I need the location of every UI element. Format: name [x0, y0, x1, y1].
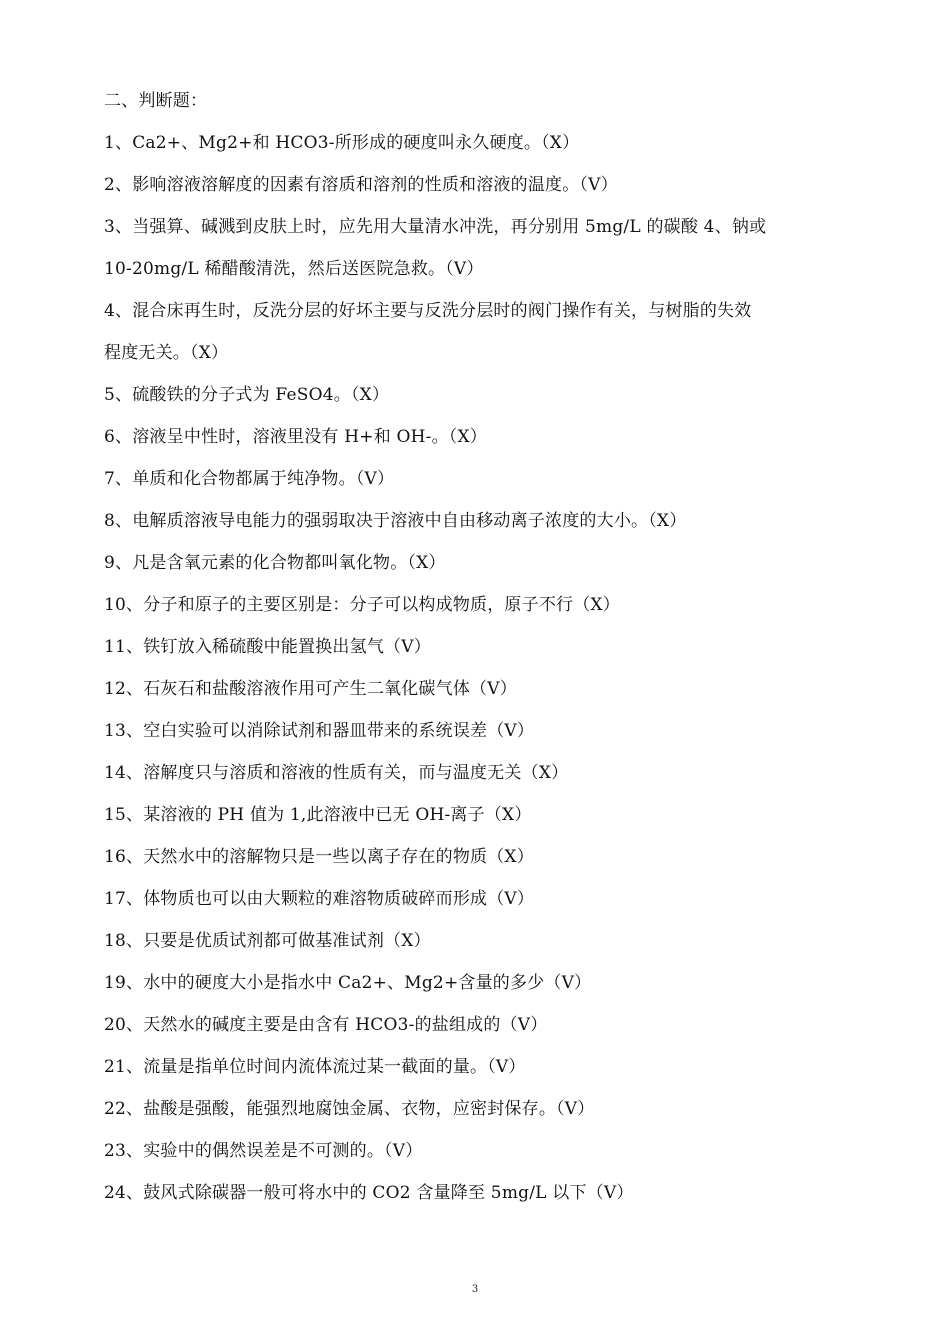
question-line: 18、只要是优质试剂都可做基准试剂（X） — [104, 931, 431, 951]
question-line: 21、流量是指单位时间内流体流过某一截面的量。（V） — [104, 1057, 526, 1077]
question-line: 22、盐酸是强酸，能强烈地腐蚀金属、衣物，应密封保存。（V） — [104, 1099, 595, 1119]
question-line: 3、当强算、碱溅到皮肤上时，应先用大量清水冲洗，再分别用 5mg/L 的碳酸 4、钠或 — [104, 217, 767, 237]
question-line: 程度无关。（X） — [104, 343, 229, 363]
question-line: 4、混合床再生时，反洗分层的好坏主要与反洗分层时的阀门操作有关，与树脂的失效 — [104, 301, 752, 321]
question-line: 14、溶解度只与溶质和溶液的性质有关，而与温度无关（X） — [104, 763, 569, 783]
question-line: 7、单质和化合物都属于纯净物。（V） — [104, 469, 395, 489]
question-line: 10、分子和原子的主要区别是：分子可以构成物质，原子不行（X） — [104, 595, 620, 615]
question-line: 15、某溶液的 PH 值为 1,此溶液中已无 OH-离子（X） — [104, 805, 532, 825]
question-line: 24、鼓风式除碳器一般可将水中的 CO2 含量降至 5mg/L 以下（V） — [104, 1183, 634, 1203]
question-line: 10-20mg/L 稀醋酸清洗，然后送医院急救。（V） — [104, 259, 484, 279]
question-line: 13、空白实验可以消除试剂和器皿带来的系统误差（V） — [104, 721, 535, 741]
question-line: 5、硫酸铁的分子式为 FeSO4。（X） — [104, 385, 390, 405]
question-line: 1、Ca2+、Mg2+和 HCO3-所形成的硬度叫永久硬度。（X） — [104, 133, 580, 153]
page-number: 3 — [471, 1284, 479, 1295]
question-line: 11、铁钉放入稀硫酸中能置换出氢气（V） — [104, 637, 431, 657]
question-line: 23、实验中的偶然误差是不可测的。（V） — [104, 1141, 423, 1161]
question-line: 2、影响溶液溶解度的因素有溶质和溶剂的性质和溶液的温度。（V） — [104, 175, 618, 195]
question-line: 8、电解质溶液导电能力的强弱取决于溶液中自由移动离子浓度的大小。（X） — [104, 511, 687, 531]
question-line: 6、溶液呈中性时，溶液里没有 H+和 OH-。（X） — [104, 427, 488, 447]
section-heading: 二、判断题： — [104, 91, 208, 111]
question-list — [104, 80, 884, 1214]
question-line: 16、天然水中的溶解物只是一些以离子存在的物质（X） — [104, 847, 534, 867]
question-line: 19、水中的硬度大小是指水中 Ca2+、Mg2+含量的多少（V） — [104, 973, 592, 993]
question-line: 17、体物质也可以由大颗粒的难溶物质破碎而形成（V） — [104, 889, 535, 909]
question-line: 12、石灰石和盐酸溶液作用可产生二氧化碳气体（V） — [104, 679, 517, 699]
question-line: 20、天然水的碱度主要是由含有 HCO3-的盐组成的（V） — [104, 1015, 548, 1035]
question-line: 9、凡是含氧元素的化合物都叫氧化物。（X） — [104, 553, 446, 573]
